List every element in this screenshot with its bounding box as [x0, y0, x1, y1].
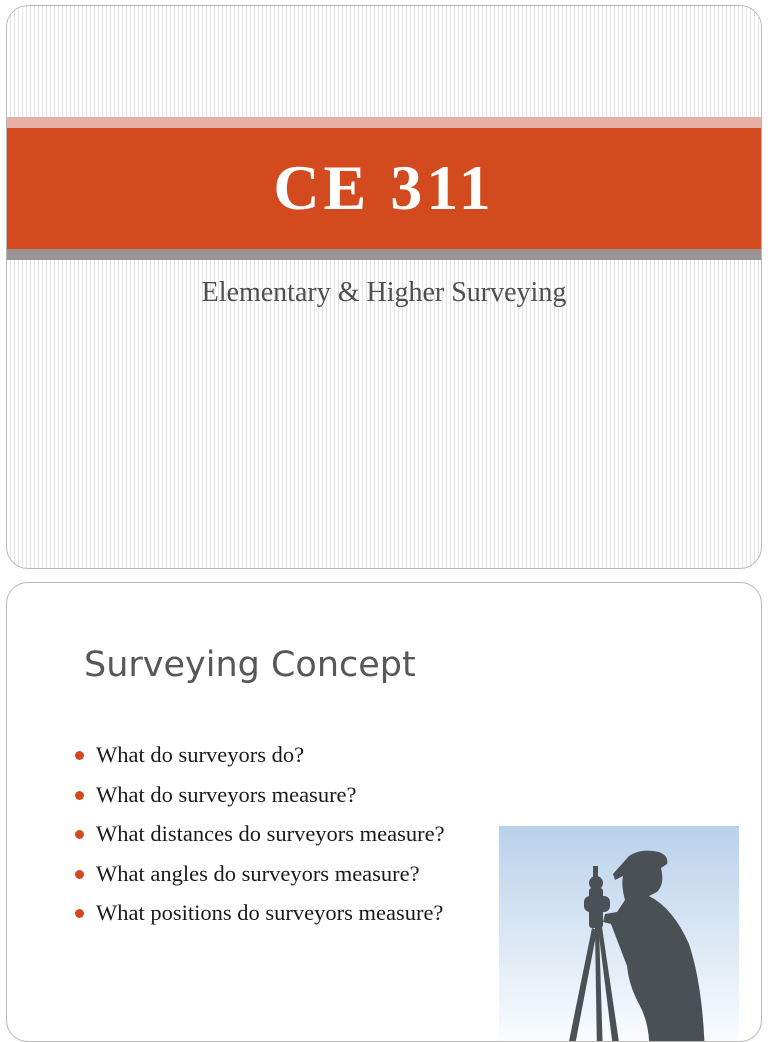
slide-heading: Surveying Concept	[84, 645, 416, 685]
bullet-text: What positions do surveyors measure?	[96, 900, 444, 925]
bullet-text: What angles do surveyors measure?	[96, 860, 420, 886]
bullet-dot-icon	[75, 751, 84, 760]
bullet-item	[73, 859, 445, 899]
bullet-dot-icon	[75, 870, 84, 879]
slide-subtitle: Elementary & Higher Surveying	[201, 277, 567, 308]
bullet-text: What distances do surveyors measure?	[96, 821, 445, 846]
bullet-text: What do surveyors measure?	[96, 781, 357, 807]
title-slide	[6, 5, 762, 569]
bullet-dot-icon	[75, 791, 84, 800]
bullet-item	[73, 898, 445, 938]
bullet-dot-icon	[75, 909, 84, 918]
title-band-top	[7, 117, 761, 128]
slide-title: CE 311	[273, 152, 495, 223]
content-slide	[6, 582, 762, 1042]
title-band-bottom	[7, 249, 761, 260]
bullet-item	[73, 819, 445, 859]
bullet-list	[73, 740, 445, 938]
bullet-item	[73, 780, 445, 820]
bullet-dot-icon	[75, 830, 84, 839]
bullet-item	[73, 740, 445, 780]
bullet-text: What do surveyors do?	[96, 742, 305, 767]
surveyor-silhouette-icon	[499, 826, 739, 1042]
